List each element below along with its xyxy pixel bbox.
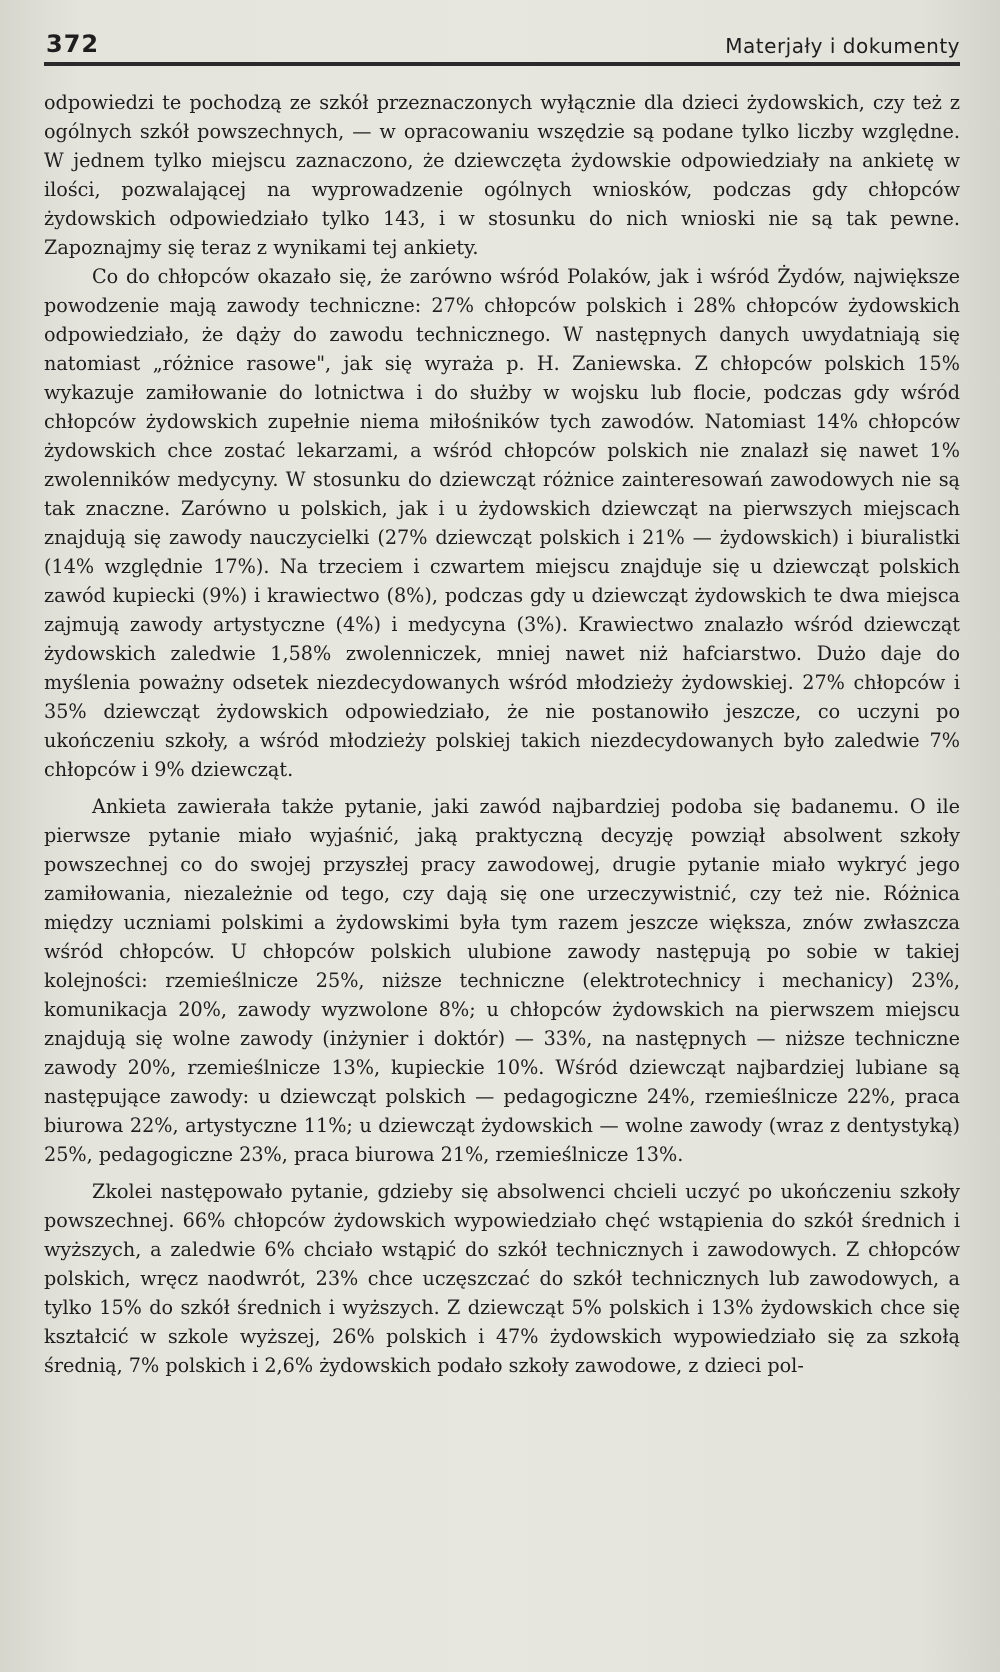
paragraph: Zkolei następowało pytanie, gdzieby się absolwenci chcieli uczyć po ukończeniu szkoły powszechnej. 66% chłopców żydowskich wypowiedziało chęć wstąpienia do szkół średnich i wyższych, a zaledwie 6% chciało wstąpić do szkół technicznych i zawodowych. Z chłopców polskich, wręcz naodwrót, 23% chce uczęszczać do szkół technicznych lub zawodowych, a tylko 15% do szkół średnich i wyższych. Z dziewcząt 5% polskich i 13% żydowskich chce się kształcić w szkole wyższej, 26% polskich i 47% żydowskich wypowiedziało się za szkołą średnią, 7% polskich i 2,6% żydowskich podało szkoły zawodowe, z dzieci pol- <box>44 1180 960 1377</box>
page-header <box>44 20 960 58</box>
paragraph: odpowiedzi te pochodzą ze szkół przeznaczonych wyłącznie dla dzieci żydowskich, czy też z ogólnych szkół powszechnych, — w opracowaniu wszędzie są podane tylko liczby względne. W jednem tylko miejscu zaznaczono, że dziewczęta żydowskie odpowiedziały na ankietę w ilości, pozwalającej na wyprowadzenie ogólnych wniosków, podczas gdy chłopców żydowskich odpowiedziało tylko 143, i w stosunku do nich wnioski nie są tak pewne. Zapoznajmy się teraz z wynikami tej ankiety. <box>44 91 960 259</box>
paragraph: Co do chłopców okazało się, że zarówno wśród Polaków, jak i wśród Żydów, największe powodzenie mają zawody techniczne: 27% chłopców polskich i 28% chłopców żydowskich odpowiedziało, że dąży do zawodu technicznego. W następnych danych uwydatniają się natomiast „różnice rasowe", jak się wyraża p. H. Zaniewska. Z chłopców polskich 15% wykazuje zamiłowanie do lotnictwa i do służby w wojsku lub flocie, podczas gdy wśród chłopców żydowskich zupełnie niema miłośników tych zawodów. Natomiast 14% chłopców żydowskich chce zostać lekarzami, a wśród chłopców polskich nie znalazł się nawet 1% zwolenników medycyny. W stosunku do dziewcząt różnice zainteresowań zawodowych nie są tak znaczne. Zarówno u polskich, jak i u żydowskich dziewcząt na pierwszych miejscach znajdują się zawody nauczycielki (27% dziewcząt polskich i 21% — żydowskich) i biuralistki (14% względnie 17%). Na trzeciem i czwartem miejscu znajduje się u dziewcząt polskich zawód kupiecki (9%) i krawiectwo (8%), podczas gdy u dziewcząt żydowskich te dwa miejsca zajmują zawody artystyczne (4%) i medycyna (3%). Krawiectwo znalazło wśród dziewcząt żydowskich zaledwie 1,58% zwolenniczek, mniej nawet niż hafciarstwo. Dużo daje do myślenia poważny odsetek niezdecydowanych wśród młodzieży żydowskiej. 27% chłopców i 35% dziewcząt żydowskich odpowiedziało, że nie postanowiło jeszcze, co uczyni po ukończeniu szkoły, a wśród młodzieży polskiej takich niezdecydowanych było zaledwie 7% chłopców i 9% dziewcząt. <box>44 265 960 781</box>
header-rule <box>44 62 960 66</box>
page-number: 372 <box>46 30 100 58</box>
paragraph: Ankieta zawierała także pytanie, jaki zawód najbardziej podoba się badanemu. O ile pierwsze pytanie miało wyjaśnić, jaką praktyczną decyzję powziął absolwent szkoły powszechnej co do swojej przyszłej pracy zawodowej, drugie pytanie miało wykryć jego zamiłowania, niezależnie od tego, czy dają się one urzeczywistnić, czy też nie. Różnica między uczniami polskimi a żydowskimi była tym razem jeszcze większa, znów zwłaszcza wśród chłopców. U chłopców polskich ulubione zawody następują po sobie w takiej kolejności: rzemieślnicze 25%, niższe techniczne (elektrotechnicy i mechanicy) 23%, komunikacja 20%, zawody wyzwolone 8%; u chłopców żydowskich na pierwszem miejscu znajdują się wolne zawody (inżynier i doktór) — 33%, na następnych — niższe techniczne zawody 20%, rzemieślnicze 13%, kupieckie 10%. Wśród dziewcząt najbardziej lubiane są następujące zawody: u dziewcząt polskich — pedagogiczne 24%, rzemieślnicze 22%, praca biurowa 22%, artystyczne 11%; u dziewcząt żydowskich — wolne zawody (wraz z dentystyką) 25%, pedagogiczne 23%, praca biurowa 21%, rzemieślnicze 13%. <box>44 795 960 1166</box>
body-text <box>44 88 960 1380</box>
running-head: Materjały i dokumenty <box>725 34 960 58</box>
